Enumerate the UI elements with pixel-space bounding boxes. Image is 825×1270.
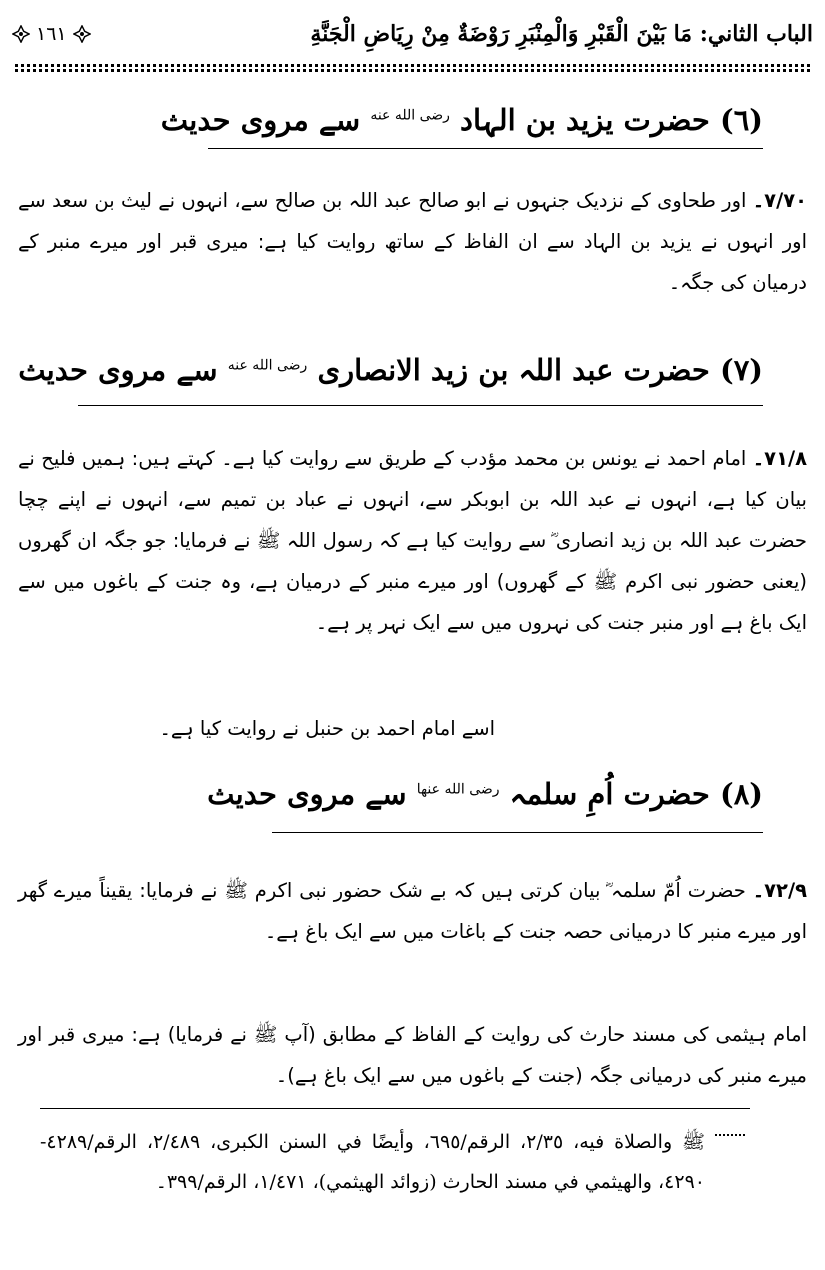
honorific-mark: رضی الله عنها xyxy=(416,781,500,798)
section-heading: (٦) حضرت یزید بن الہاد $^{رضی الله عنه}$ سے مروی حدیث xyxy=(160,103,763,137)
header-dotted-rule xyxy=(15,64,810,67)
footnote-separator xyxy=(40,1108,750,1109)
honorific-mark: رضی الله عنه xyxy=(227,357,308,374)
hadith-paragraph: ٧/٧٠۔ اور طحاوی کے نزدیک جنہوں نے ابو صالح عبد اللہ بن صالح سے، انہوں نے لیث بن سعد سے اور انہوں نے یزید بن الہاد سے ان الفاظ کے ساتھ روایت کیا ہے: میری قبر اور میرے منبر کے درمیان کی جگہ۔ xyxy=(18,189,807,294)
heading-underline xyxy=(78,405,763,406)
header-dotted-rule xyxy=(15,69,810,72)
heading-underline xyxy=(272,832,763,833)
hadith-number: ٧/٧٠۔ xyxy=(752,189,807,212)
honorific-mark: رضی الله عنه xyxy=(370,107,450,124)
hadith-number: ٧١/٨۔ xyxy=(752,447,807,470)
ornament-icon xyxy=(73,25,91,43)
attribution-line: اسے امام احمد بن حنبل نے روایت کیا ہے۔ xyxy=(159,717,495,740)
page-number: ١٦١ xyxy=(36,23,67,45)
section-heading: (٧) حضرت عبد اللہ بن زید الانصاری $^{رضی الله عنه}$ سے مروی حدیث xyxy=(18,353,763,387)
section-heading: (٨) حضرت اُمِ سلمہ $^{رضی الله عنها}$ سے مروی حدیث xyxy=(207,777,763,811)
running-header xyxy=(12,14,813,54)
page-number-box xyxy=(12,23,91,45)
hadith-paragraph: امام ہیثمی کی مسند حارث کی روایت کے الفاظ کے مطابق (آپ ﷺ نے فرمایا) ہے: میری قبر اور میرے منبر کی درمیانی جگہ (جنت کے باغوں میں سے ایک باغ ہے)۔ xyxy=(18,1023,807,1087)
heading-underline xyxy=(208,148,763,149)
hadith-paragraph: ٧٢/٩۔ حضرت اُمّ سلمہ ؓ بیان کرتی ہیں کہ بے شک حضور نبی اکرم ﷺ نے فرمایا: یقیناً میرے گھر اور میرے منبر کا درمیانی حصہ جنت کے باغات میں سے ایک باغ ہے۔ xyxy=(18,879,807,943)
hadith-paragraph: ٧١/٨۔ امام احمد نے یونس بن محمد مؤدب کے طریق سے روایت کیا ہے۔ کہتے ہیں: ہمیں فلیح نے بیان کیا ہے، انہوں نے عبد اللہ بن ابوبکر سے، انہوں نے عباد بن تمیم سے، انہوں نے اپنے چچا حضرت عبد اللہ بن زید انصاری ؓ سے روایت کیا ہے کہ رسول اللہ ﷺ نے فرمایا: جو جگہ ان گھروں (یعنی حضور نبی اکرم ﷺ کے گھروں) اور میرے منبر کے درمیان ہے، وہ جنت کے باغوں میں سے ایک باغ ہے اور منبر جنت کی نہروں میں سے ایک نہر پر ہے۔ xyxy=(18,447,807,634)
footnote-continuation-dots xyxy=(715,1134,745,1136)
chapter-title: الباب الثاني: مَا بَيْنَ الْقَبْرِ وَالْمِنْبَرِ رَوْضَةٌ مِنْ رِيَاضِ الْجَنَّةِ xyxy=(310,21,813,47)
hadith-number: ٧٢/٩۔ xyxy=(752,879,807,902)
ornament-icon xyxy=(12,25,30,43)
footnote: ﷺ والصلاة فيه، ٢/٣٥، الرقم/٦٩٥، وأيضًا في السنن الكبرى، ٢/٤٨٩، الرقم/٤٢٨٩- ٤٢٩٠، والهيثمي في مسند الحارث (زوائد الهيثمي)، ١/٤٧١، الرقم/٣٩٩۔ xyxy=(40,1131,705,1193)
